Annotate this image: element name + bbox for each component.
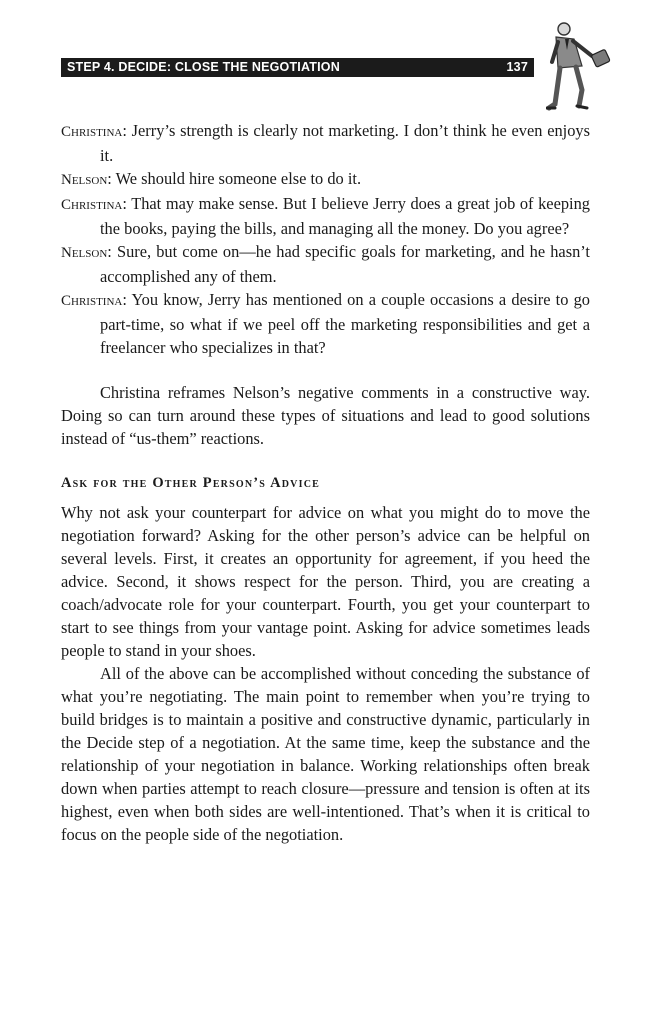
speaker-name: Christina (61, 293, 123, 309)
dialogue-text: You know, Jerry has mentioned on a couple occasions a desire to go part-time, so what if we peel off the marketing responsibilities and get a freelancer who specializes in that? (100, 290, 590, 357)
section-heading: Ask for the Other Person’s Advice (61, 475, 320, 491)
dialogue-line: Nelson: Sure, but come on—he had specific goals for marketing, and he hasn’t accomplished any of them. (61, 242, 590, 286)
businessman-walking-icon (546, 20, 618, 112)
chapter-title: STEP 4. DECIDE: CLOSE THE NEGOTIATION (67, 60, 340, 74)
dialogue-text: Jerry’s strength is clearly not marketing. I don’t think he even enjoys it. (100, 121, 591, 165)
dialogue-text: That may make sense. But I believe Jerry does a great job of keeping the books, paying the bills, and managing all the money. Do you agree? (100, 194, 590, 238)
speaker-name: Christina (61, 197, 123, 213)
speaker-name: Christina (61, 124, 123, 140)
dialogue-text: We should hire someone else to do it. (115, 169, 362, 188)
speaker-name: Nelson (61, 172, 108, 188)
reframe-paragraph: Christina reframes Nelson’s negative comments in a constructive way. Doing so can turn around these types of situations and lead to good solutions instead of “us-them” reactions. (61, 383, 590, 448)
dialogue-line: Christina: You know, Jerry has mentioned on a couple occasions a desire to go part-time, so what if we peel off the marketing responsibilities and get a freelancer who specializes in that? (61, 290, 590, 357)
speaker-name: Nelson (61, 245, 108, 261)
dialogue-text: Sure, but come on—he had specific goals for marketing, and he hasn’t accomplished any of them. (100, 242, 590, 286)
advice-paragraph: Why not ask your counterpart for advice on what you might do to move the negotiation forward? Asking for the other person’s advice can be helpful on several levels. First, it creates an opportunity for agreement, if you heed the advice. Second, it shows respect for the person. Third, you are creating a coach/advocate role for your counterpart. Fourth, you get your counterpart to start to see things from your vantage point. Asking for advice sometimes leads people to stand in your shoes. (61, 503, 590, 660)
dialogue-line: Nelson: We should hire someone else to do it. (61, 169, 362, 188)
dialogue (61, 119, 590, 359)
summary-paragraph: All of the above can be accomplished without conceding the substance of what you’re negotiating. The main point to remember when you’re trying to build bridges is to maintain a positive and constructive dynamic, particularly in the Decide step of a negotiation. At the same time, keep the substance and the relationship of your negotiation in balance. Working relationships often break down when parties attempt to reach closure—pressure and tension is often at its highest, even when both sides are well-intentioned. That’s when it is critical to focus on the people side of the negotiation. (61, 664, 590, 844)
page-number: 137 (506, 60, 528, 74)
dialogue-line: Christina: Jerry’s strength is clearly not marketing. I don’t think he even enjoys it. (61, 121, 591, 165)
page-body (61, 119, 590, 846)
running-header (61, 58, 534, 77)
dialogue-line: Christina: That may make sense. But I believe Jerry does a great job of keeping the books, paying the bills, and managing all the money. Do you agree? (61, 194, 590, 238)
